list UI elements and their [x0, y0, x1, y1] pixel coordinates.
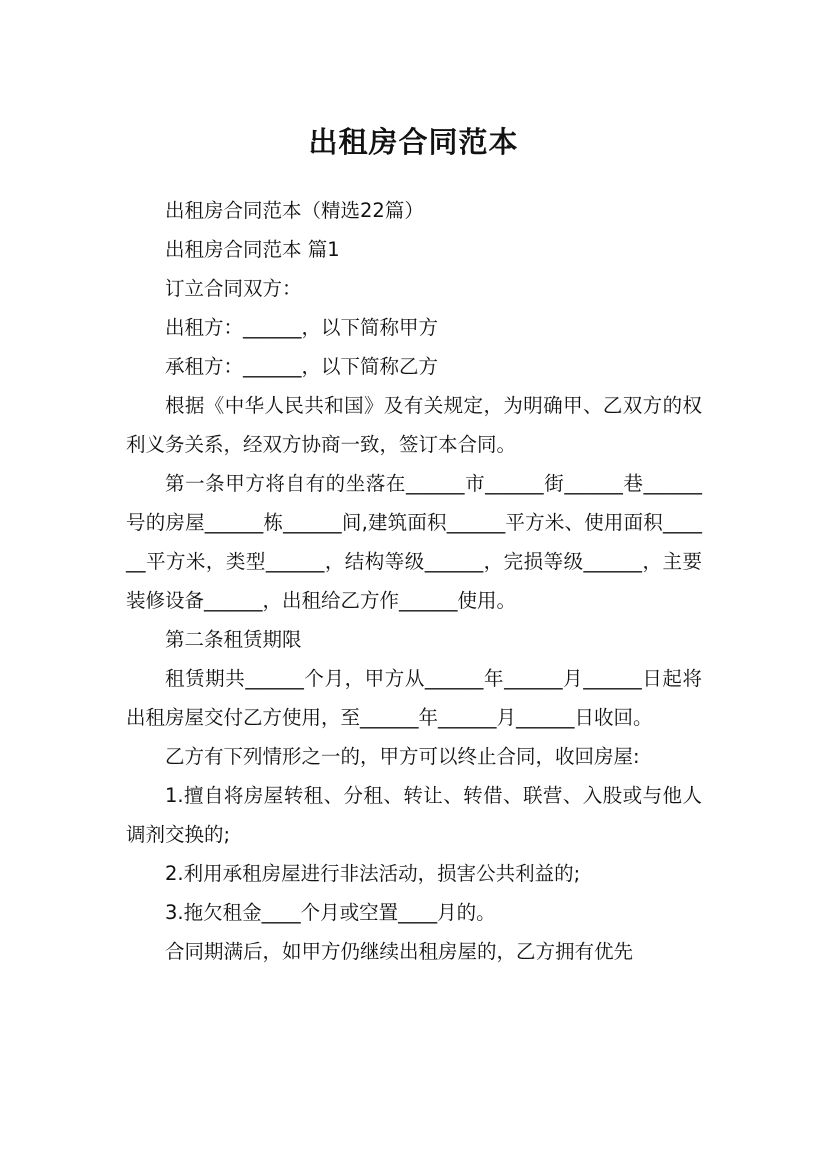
paragraph-termination-item-2: 2.利用承租房屋进行非法活动，损害公共利益的;: [165, 862, 581, 885]
document-title: 出租房合同范本: [308, 125, 519, 160]
paragraph-parties-heading: 订立合同双方：: [165, 277, 302, 300]
paragraph-section-heading: 出租房合同范本 篇1: [165, 238, 340, 261]
paragraph-article-1: 第一条甲方将自有的坐落在______市______街______巷______号的房屋______栋______间,建筑面积______平方米、使用面积______平方米，类型______，结构等级______，完损等级______，主要装修设备______，出租给乙方作______使用。: [126, 472, 702, 612]
paragraph-renewal: 合同期满后，如甲方仍继续出租房屋的，乙方拥有优先: [165, 940, 634, 963]
paragraph-lessor: 出租方：______，以下简称甲方: [165, 316, 439, 339]
paragraph-termination-intro: 乙方有下列情形之一的，甲方可以终止合同，收回房屋:: [165, 745, 640, 768]
paragraph-termination-item-3: 3.拖欠租金____个月或空置____月的。: [165, 901, 496, 924]
paragraph-preamble: 根据《中华人民共和国》及有关规定，为明确甲、乙双方的权利义务关系，经双方协商一致，签订本合同。: [126, 394, 702, 456]
paragraph-termination-item-1: 1.擅自将房屋转租、分租、转让、转借、联营、入股或与他人调剂交换的;: [126, 784, 702, 846]
paragraph-lease-term: 租赁期共______个月，甲方从______年______月______日起将出租房屋交付乙方使用，至______年______月______日收回。: [126, 667, 702, 729]
paragraph-lessee: 承租方：______，以下简称乙方: [165, 355, 439, 378]
paragraph-article-2-heading: 第二条租赁期限: [165, 628, 302, 651]
document-body: [126, 191, 702, 971]
paragraph-subtitle: 出租房合同范本（精选22篇）: [165, 199, 424, 222]
